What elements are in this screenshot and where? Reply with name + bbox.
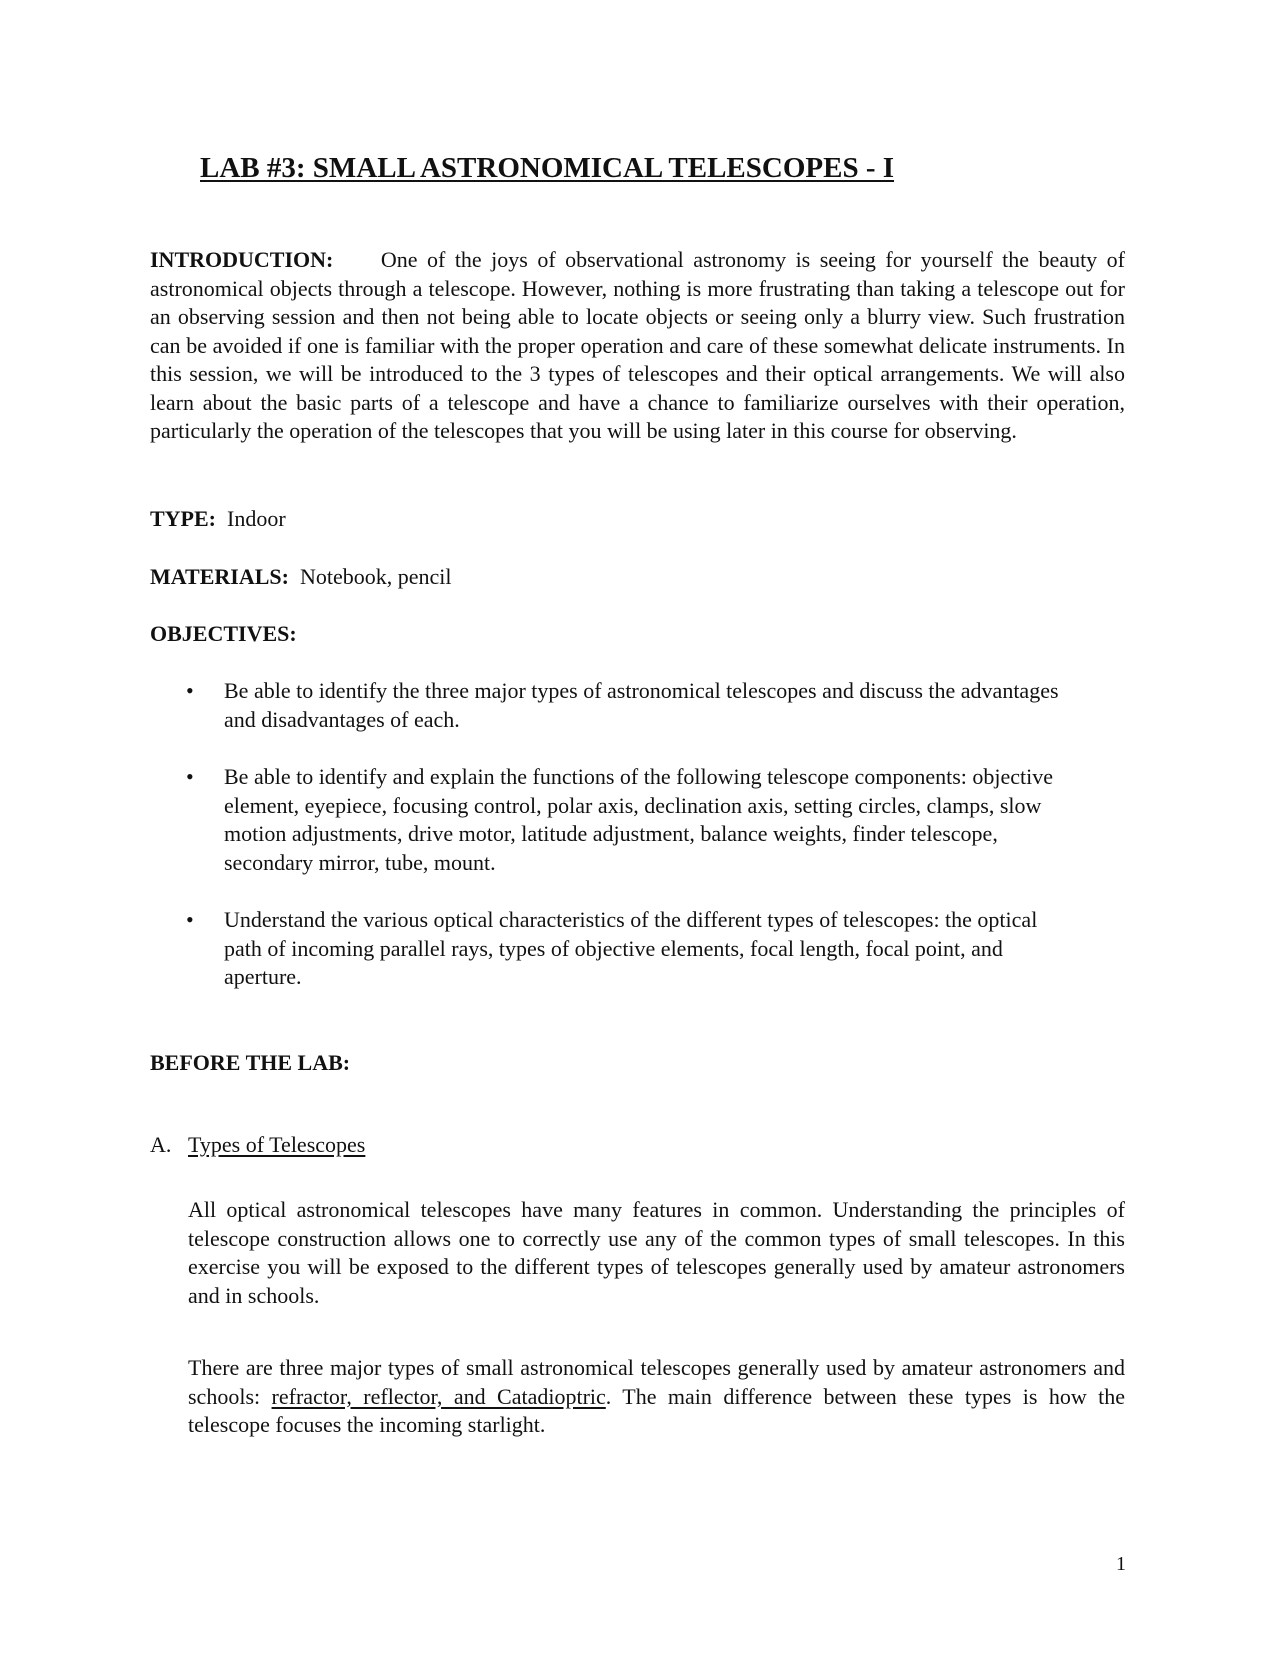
bullet-icon: • <box>186 907 194 932</box>
materials-line <box>150 563 1125 592</box>
introduction-paragraph <box>150 246 1125 446</box>
introduction-label: INTRODUCTION: <box>150 247 334 272</box>
bullet-icon: • <box>186 764 194 789</box>
section-letter: A. <box>150 1132 172 1157</box>
page-number: 1 <box>1116 1553 1126 1575</box>
list-item <box>150 763 1080 877</box>
objective-text: Understand the various optical characteristics of the different types of telescopes: the optical path of incoming parallel rays, types of objective elements, focal length, focal point, and aperture. <box>224 907 1038 989</box>
objectives-label: OBJECTIVES: <box>150 621 297 646</box>
list-item <box>150 677 1080 734</box>
before-lab-heading <box>150 1049 1125 1078</box>
bullet-icon: • <box>186 678 194 703</box>
type-label: TYPE: <box>150 506 216 531</box>
page-title: LAB #3: SMALL ASTRONOMICAL TELESCOPES - I <box>200 152 895 184</box>
paragraph-text-end: . The main difference between these types is how the telescope focuses the incoming starlight. <box>188 1383 1125 1437</box>
paragraph-text-start: There are three major types of small astronomical telescopes generally used by amateur astronomers and schools: <box>188 1355 1125 1409</box>
section-title: Types of Telescopes <box>188 1132 366 1157</box>
objectives-list <box>150 677 1080 1021</box>
type-value: Indoor <box>227 506 286 531</box>
telescope-types-underlined: refractor, reflector, and Catadioptric <box>271 1383 606 1409</box>
section-a-paragraph-2 <box>188 1354 1125 1440</box>
introduction-text: One of the joys of observational astronomy is seeing for yourself the beauty of astronomical objects through a telescope. However, nothing is more frustrating than taking a telescope out for an observing session and then not being able to locate objects or seeing only a blurry view. Such frustration can be avoided if one is familiar with the proper operation and care of these somewhat delicate instruments. In this session, we will be introduced to the 3 types of telescopes and their optical arrangements. We will also learn about the basic parts of a telescope and have a chance to familiarize ourselves with their operation, particularly the operation of the telescopes that you will be using later in this course for observing. <box>150 247 1126 443</box>
materials-label: MATERIALS: <box>150 564 289 589</box>
objectives-heading <box>150 620 1125 649</box>
section-a-paragraph-1: All optical astronomical telescopes have many features in common. Understanding the principles of telescope construction allows one to correctly use any of the common types of small telescopes. In this exercise you will be exposed to the different types of telescopes generally used by amateur astronomers and in schools. <box>188 1197 1125 1308</box>
section-a-heading <box>150 1131 365 1160</box>
materials-value: Notebook, pencil <box>299 564 452 589</box>
type-line <box>150 505 1125 534</box>
objective-text: Be able to identify the three major types of astronomical telescopes and discuss the advantages and disadvantages of each. <box>224 678 1059 732</box>
objective-text: Be able to identify and explain the functions of the following telescope components: objective element, eyepiece, focusing control, polar axis, declination axis, setting circles, clamps, slow motion adjustments, drive motor, latitude adjustment, balance weights, finder telescope, secondary mirror, tube, mount. <box>224 764 1054 875</box>
before-lab-label: BEFORE THE LAB: <box>150 1050 351 1075</box>
list-item <box>150 906 1080 992</box>
